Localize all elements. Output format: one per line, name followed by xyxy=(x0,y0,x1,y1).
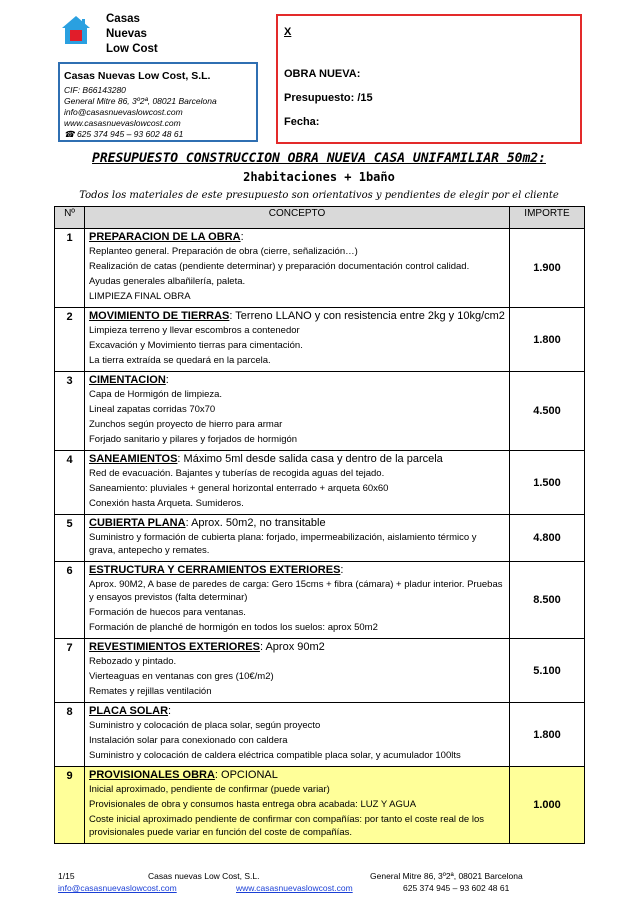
item-import: 1.900 xyxy=(510,229,585,308)
item-line: Lineal zapatas corridas 70x70 xyxy=(89,404,216,415)
item-title xyxy=(89,641,505,653)
item-line: Suministro y colocación de caldera eléctrica compatible placa solar, y acumulador 100lts xyxy=(89,750,461,761)
item-line: Suministro y formación de cubierta plana: forjado, impermeabilización, aislamiento térmico y grava, antepecho y remates. xyxy=(89,532,477,556)
item-line: Zunchos según proyecto de hierro para armar xyxy=(89,419,283,430)
table-row xyxy=(55,703,585,767)
fecha-label: Fecha: xyxy=(284,116,320,128)
item-title-suffix: : xyxy=(168,705,172,717)
obra-nueva-label: OBRA NUEVA: xyxy=(284,68,361,80)
item-import: 1.800 xyxy=(510,703,585,767)
item-concept xyxy=(85,639,510,703)
item-title-suffix: : xyxy=(340,564,344,576)
item-number: 3 xyxy=(55,372,85,451)
company-phone: 625 374 945 – 93 602 48 61 xyxy=(76,129,184,139)
item-number: 1 xyxy=(55,229,85,308)
item-line: Vierteaguas en ventanas con gres (10€/m2) xyxy=(89,671,274,682)
table-row xyxy=(55,515,585,562)
item-number: 7 xyxy=(55,639,85,703)
header-num: Nº xyxy=(55,207,85,229)
item-title-text: PREPARACION DE LA OBRA xyxy=(89,231,241,243)
item-line: Replanteo general. Preparación de obra (cierre, señalización…) xyxy=(89,246,358,257)
item-title xyxy=(89,517,505,529)
item-concept xyxy=(85,767,510,844)
brand-line: Low Cost xyxy=(106,43,158,55)
item-number: 5 xyxy=(55,515,85,562)
item-number: 6 xyxy=(55,562,85,639)
item-concept xyxy=(85,562,510,639)
company-name: Casas Nuevas Low Cost, S.L. xyxy=(64,70,211,82)
table-row xyxy=(55,639,585,703)
document-title: PRESUPUESTO CONSTRUCCION OBRA NUEVA CASA UNIFAMILIAR 50m2: xyxy=(92,151,546,166)
item-line: Forjado sanitario y pilares y forjados de hormigón xyxy=(89,434,298,445)
item-concept xyxy=(85,451,510,515)
company-cif: CIF: B66143280 xyxy=(64,85,126,95)
item-import: 4.800 xyxy=(510,515,585,562)
header-import: IMPORTE xyxy=(510,207,585,229)
item-number: 2 xyxy=(55,308,85,372)
item-line: Provisionales de obra y consumos hasta entrega obra acabada: LUZ Y AGUA xyxy=(89,799,417,810)
item-title xyxy=(89,453,505,465)
item-import: 1.000 xyxy=(510,767,585,844)
item-line: Formación de planché de hormigón en todos los suelos: aprox 50m2 xyxy=(89,622,378,633)
item-number: 4 xyxy=(55,451,85,515)
item-line: Instalación solar para conexionado con caldera xyxy=(89,735,288,746)
item-title-text: ESTRUCTURA Y CERRAMIENTOS EXTERIORES xyxy=(89,564,341,576)
company-address: General Mitre 86, 3º2ª, 08021 Barcelona xyxy=(64,96,217,106)
company-phone-line xyxy=(64,129,256,140)
item-title-suffix: : Aprox 90m2 xyxy=(259,641,325,653)
item-title xyxy=(89,374,505,386)
header-concept: CONCEPTO xyxy=(85,207,510,229)
table-row xyxy=(55,372,585,451)
table-row xyxy=(55,229,585,308)
budget-table xyxy=(54,206,585,844)
item-title-suffix: : Terreno LLANO y con resistencia entre 2kg y 10kg/cm2 xyxy=(229,310,505,322)
item-title-text: REVESTIMIENTOS EXTERIORES xyxy=(89,641,260,653)
item-title-text: CUBIERTA PLANA xyxy=(89,517,186,529)
item-line: Limpieza terreno y llevar escombros a contenedor xyxy=(89,325,300,336)
obra-x: X xyxy=(284,26,292,38)
item-title-text: CIMENTACION xyxy=(89,374,166,386)
brand-name xyxy=(106,12,158,57)
item-line: LIMPIEZA FINAL OBRA xyxy=(89,291,191,302)
item-title-suffix: : OPCIONAL xyxy=(214,769,278,781)
item-title xyxy=(89,231,505,243)
item-concept xyxy=(85,372,510,451)
obra-box xyxy=(276,14,582,144)
item-title-suffix: : Máximo 5ml desde salida casa y dentro de la parcela xyxy=(177,453,443,465)
item-title xyxy=(89,769,505,781)
item-concept xyxy=(85,308,510,372)
item-title-text: MOVIMIENTO DE TIERRAS xyxy=(89,310,230,322)
item-import: 5.100 xyxy=(510,639,585,703)
footer-email-link[interactable]: info@casasnuevaslowcost.com xyxy=(58,883,177,893)
item-line: Conexión hasta Arqueta. Sumideros. xyxy=(89,498,244,509)
item-title-suffix: : xyxy=(240,231,244,243)
footer-company: Casas nuevas Low Cost, S.L. xyxy=(148,871,260,881)
item-concept xyxy=(85,515,510,562)
item-line: Red de evacuación. Bajantes y tuberías de recogida aguas del tejado. xyxy=(89,468,385,479)
item-line: Formación de huecos para ventanas. xyxy=(89,607,246,618)
item-line: La tierra extraída se quedará en la parcela. xyxy=(89,355,271,366)
item-concept xyxy=(85,703,510,767)
item-line: Coste inicial aproximado pendiente de confirmar con compañías: por tanto el coste real de los provisionales puede variar en función del coste de compañías. xyxy=(89,814,484,838)
item-line: Ayudas generales albañilería, paleta. xyxy=(89,276,246,287)
item-title-suffix: : Aprox. 50m2, no transitable xyxy=(185,517,326,529)
document-subtitle-rooms: 2habitaciones + 1baño xyxy=(243,170,395,184)
item-line: Saneamiento: pluviales + general horizontal enterrado + arqueta 60x60 xyxy=(89,483,389,494)
phone-icon: ☎ xyxy=(64,129,77,139)
item-title-text: PLACA SOLAR xyxy=(89,705,169,717)
brand-line: Casas xyxy=(106,13,140,25)
item-number: 8 xyxy=(55,703,85,767)
item-import: 4.500 xyxy=(510,372,585,451)
item-line: Inicial aproximado, pendiente de confirmar (puede variar) xyxy=(89,784,330,795)
item-import: 1.500 xyxy=(510,451,585,515)
item-title-suffix: : xyxy=(165,374,169,386)
table-header-row xyxy=(55,207,585,229)
footer-page: 1/15 xyxy=(58,871,75,881)
item-line: Excavación y Movimiento tierras para cimentación. xyxy=(89,340,303,351)
table-row xyxy=(55,451,585,515)
item-title xyxy=(89,564,505,576)
footer-phone: 625 374 945 – 93 602 48 61 xyxy=(403,883,510,893)
item-line: Capa de Hormigón de limpieza. xyxy=(89,389,223,400)
item-line: Rebozado y pintado. xyxy=(89,656,177,667)
table-row xyxy=(55,767,585,844)
company-email: info@casasnuevaslowcost.com xyxy=(64,107,183,117)
house-logo-icon xyxy=(60,14,92,46)
item-title-text: SANEAMIENTOS xyxy=(89,453,178,465)
item-title xyxy=(89,310,505,322)
table-row xyxy=(55,308,585,372)
item-line: Remates y rejillas ventilación xyxy=(89,686,212,697)
presupuesto-label: Presupuesto: /15 xyxy=(284,92,373,104)
brand-line: Nuevas xyxy=(106,28,147,40)
item-line: Aprox. 90M2, A base de paredes de carga: Gero 15cms + fibra (cámara) + pladur interior. Pruebas y ensayos previstos (falta determinar) xyxy=(89,579,503,603)
item-line: Suministro y colocación de placa solar, según proyecto xyxy=(89,720,321,731)
item-title xyxy=(89,705,505,717)
footer-address: General Mitre 86, 3º2ª, 08021 Barcelona xyxy=(370,871,523,881)
item-import: 8.500 xyxy=(510,562,585,639)
footer-web-link[interactable]: www.casasnuevaslowcost.com xyxy=(236,883,353,893)
document-note: Todos los materiales de este presupuesto son orientativos y pendientes de elegir por el cliente xyxy=(79,190,559,201)
item-line: Realización de catas (pendiente determinar) y preparación documentación control calidad. xyxy=(89,261,470,272)
table-row xyxy=(55,562,585,639)
item-title-text: PROVISIONALES OBRA xyxy=(89,769,215,781)
item-import: 1.800 xyxy=(510,308,585,372)
item-concept xyxy=(85,229,510,308)
company-web: www.casasnuevaslowcost.com xyxy=(64,118,181,128)
company-info-box xyxy=(58,62,258,142)
item-number: 9 xyxy=(55,767,85,844)
